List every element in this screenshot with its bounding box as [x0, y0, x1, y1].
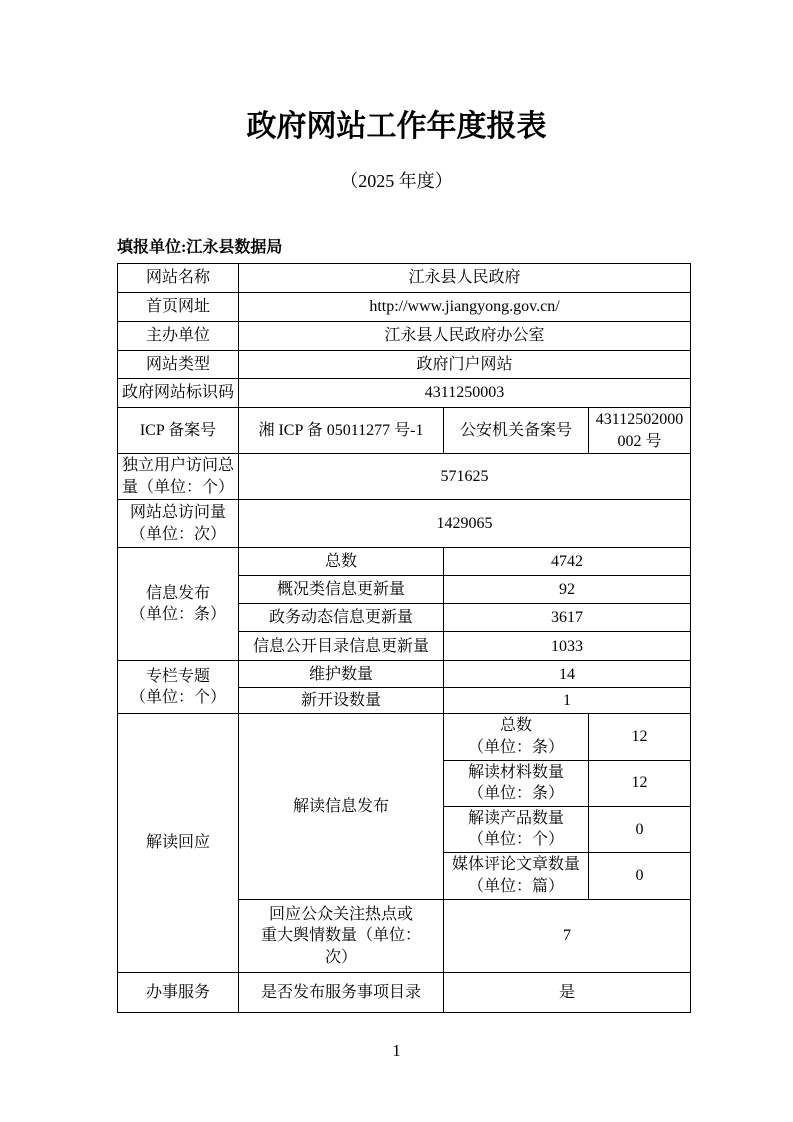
- total-visits-label: 网站总访问量 （单位：次）: [118, 500, 239, 548]
- website-type-value: 政府门户网站: [239, 351, 691, 379]
- interpretation-release-label: 解读信息发布: [239, 714, 444, 900]
- interpretation-sub-label: 总数 （单位：条）: [444, 714, 589, 760]
- interpretation-sub-label: 媒体评论文章数量 （单位：篇）: [444, 852, 589, 899]
- public-response-label: 回应公众关注热点或 重大舆情数量（单位： 次）: [239, 899, 444, 972]
- website-name-label: 网站名称: [118, 264, 239, 293]
- row-organizer: [118, 322, 691, 351]
- special-topics-sub-value: 1: [444, 688, 691, 714]
- row-info-publishing-total: [118, 548, 691, 576]
- info-publishing-sub-label: 总数: [239, 548, 444, 576]
- public-response-value: 7: [444, 899, 691, 972]
- police-license-value: 43112502000 002 号: [589, 408, 691, 454]
- site-identifier-value: 4311250003: [239, 379, 691, 408]
- special-topics-sub-label: 维护数量: [239, 661, 444, 688]
- icp-license-label: ICP 备案号: [118, 408, 239, 454]
- special-topics-sub-label: 新开设数量: [239, 688, 444, 714]
- page-number: 1: [392, 1041, 401, 1060]
- row-homepage-url: [118, 293, 691, 322]
- icp-license-value: 湘 ICP 备 05011277 号-1: [239, 408, 444, 454]
- row-website-type: [118, 351, 691, 379]
- info-publishing-sub-label: 概况类信息更新量: [239, 576, 444, 604]
- info-publishing-sub-label: 信息公开目录信息更新量: [239, 632, 444, 661]
- services-sub-label: 是否发布服务事项目录: [239, 972, 444, 1012]
- row-special-topics-maintained: [118, 661, 691, 688]
- organizer-label: 主办单位: [118, 322, 239, 351]
- site-identifier-label: 政府网站标识码: [118, 379, 239, 408]
- row-unique-visitors: [118, 454, 691, 500]
- interpretation-sub-value: 0: [589, 806, 691, 852]
- services-label: 办事服务: [118, 972, 239, 1012]
- row-site-identifier: [118, 379, 691, 408]
- interpretation-sub-label: 解读材料数量 （单位：条）: [444, 760, 589, 806]
- row-services: [118, 972, 691, 1012]
- total-visits-value: 1429065: [239, 500, 691, 548]
- interpretation-response-label: 解读回应: [118, 714, 239, 973]
- website-type-label: 网站类型: [118, 351, 239, 379]
- website-name-value: 江永县人民政府: [239, 264, 691, 293]
- interpretation-sub-value: 12: [589, 714, 691, 760]
- homepage-url-value: http://www.jiangyong.gov.cn/: [239, 293, 691, 322]
- organizer-value: 江永县人民政府办公室: [239, 322, 691, 351]
- annual-report-table: [117, 263, 691, 1013]
- services-sub-value: 是: [444, 972, 691, 1012]
- homepage-url-label: 首页网址: [118, 293, 239, 322]
- reporting-unit-label: 填报单位:江永县数据局: [117, 239, 283, 256]
- info-publishing-sub-value: 1033: [444, 632, 691, 661]
- row-interpretation-total: [118, 714, 691, 760]
- page-title: 政府网站工作年度报表: [246, 110, 547, 143]
- info-publishing-label: 信息发布 （单位：条）: [118, 548, 239, 661]
- interpretation-sub-label: 解读产品数量 （单位：个）: [444, 806, 589, 852]
- interpretation-sub-value: 0: [589, 852, 691, 899]
- info-publishing-sub-value: 92: [444, 576, 691, 604]
- special-topics-label: 专栏专题 （单位：个）: [118, 661, 239, 714]
- row-total-visits: [118, 500, 691, 548]
- row-website-name: [118, 264, 691, 293]
- info-publishing-sub-label: 政务动态信息更新量: [239, 604, 444, 632]
- row-icp-license: [118, 408, 691, 454]
- unique-visitors-label: 独立用户访问总 量（单位：个）: [118, 454, 239, 500]
- special-topics-sub-value: 14: [444, 661, 691, 688]
- page-subtitle: （2025 年度）: [340, 171, 453, 191]
- police-license-label: 公安机关备案号: [444, 408, 589, 454]
- info-publishing-sub-value: 4742: [444, 548, 691, 576]
- unique-visitors-value: 571625: [239, 454, 691, 500]
- info-publishing-sub-value: 3617: [444, 604, 691, 632]
- interpretation-sub-value: 12: [589, 760, 691, 806]
